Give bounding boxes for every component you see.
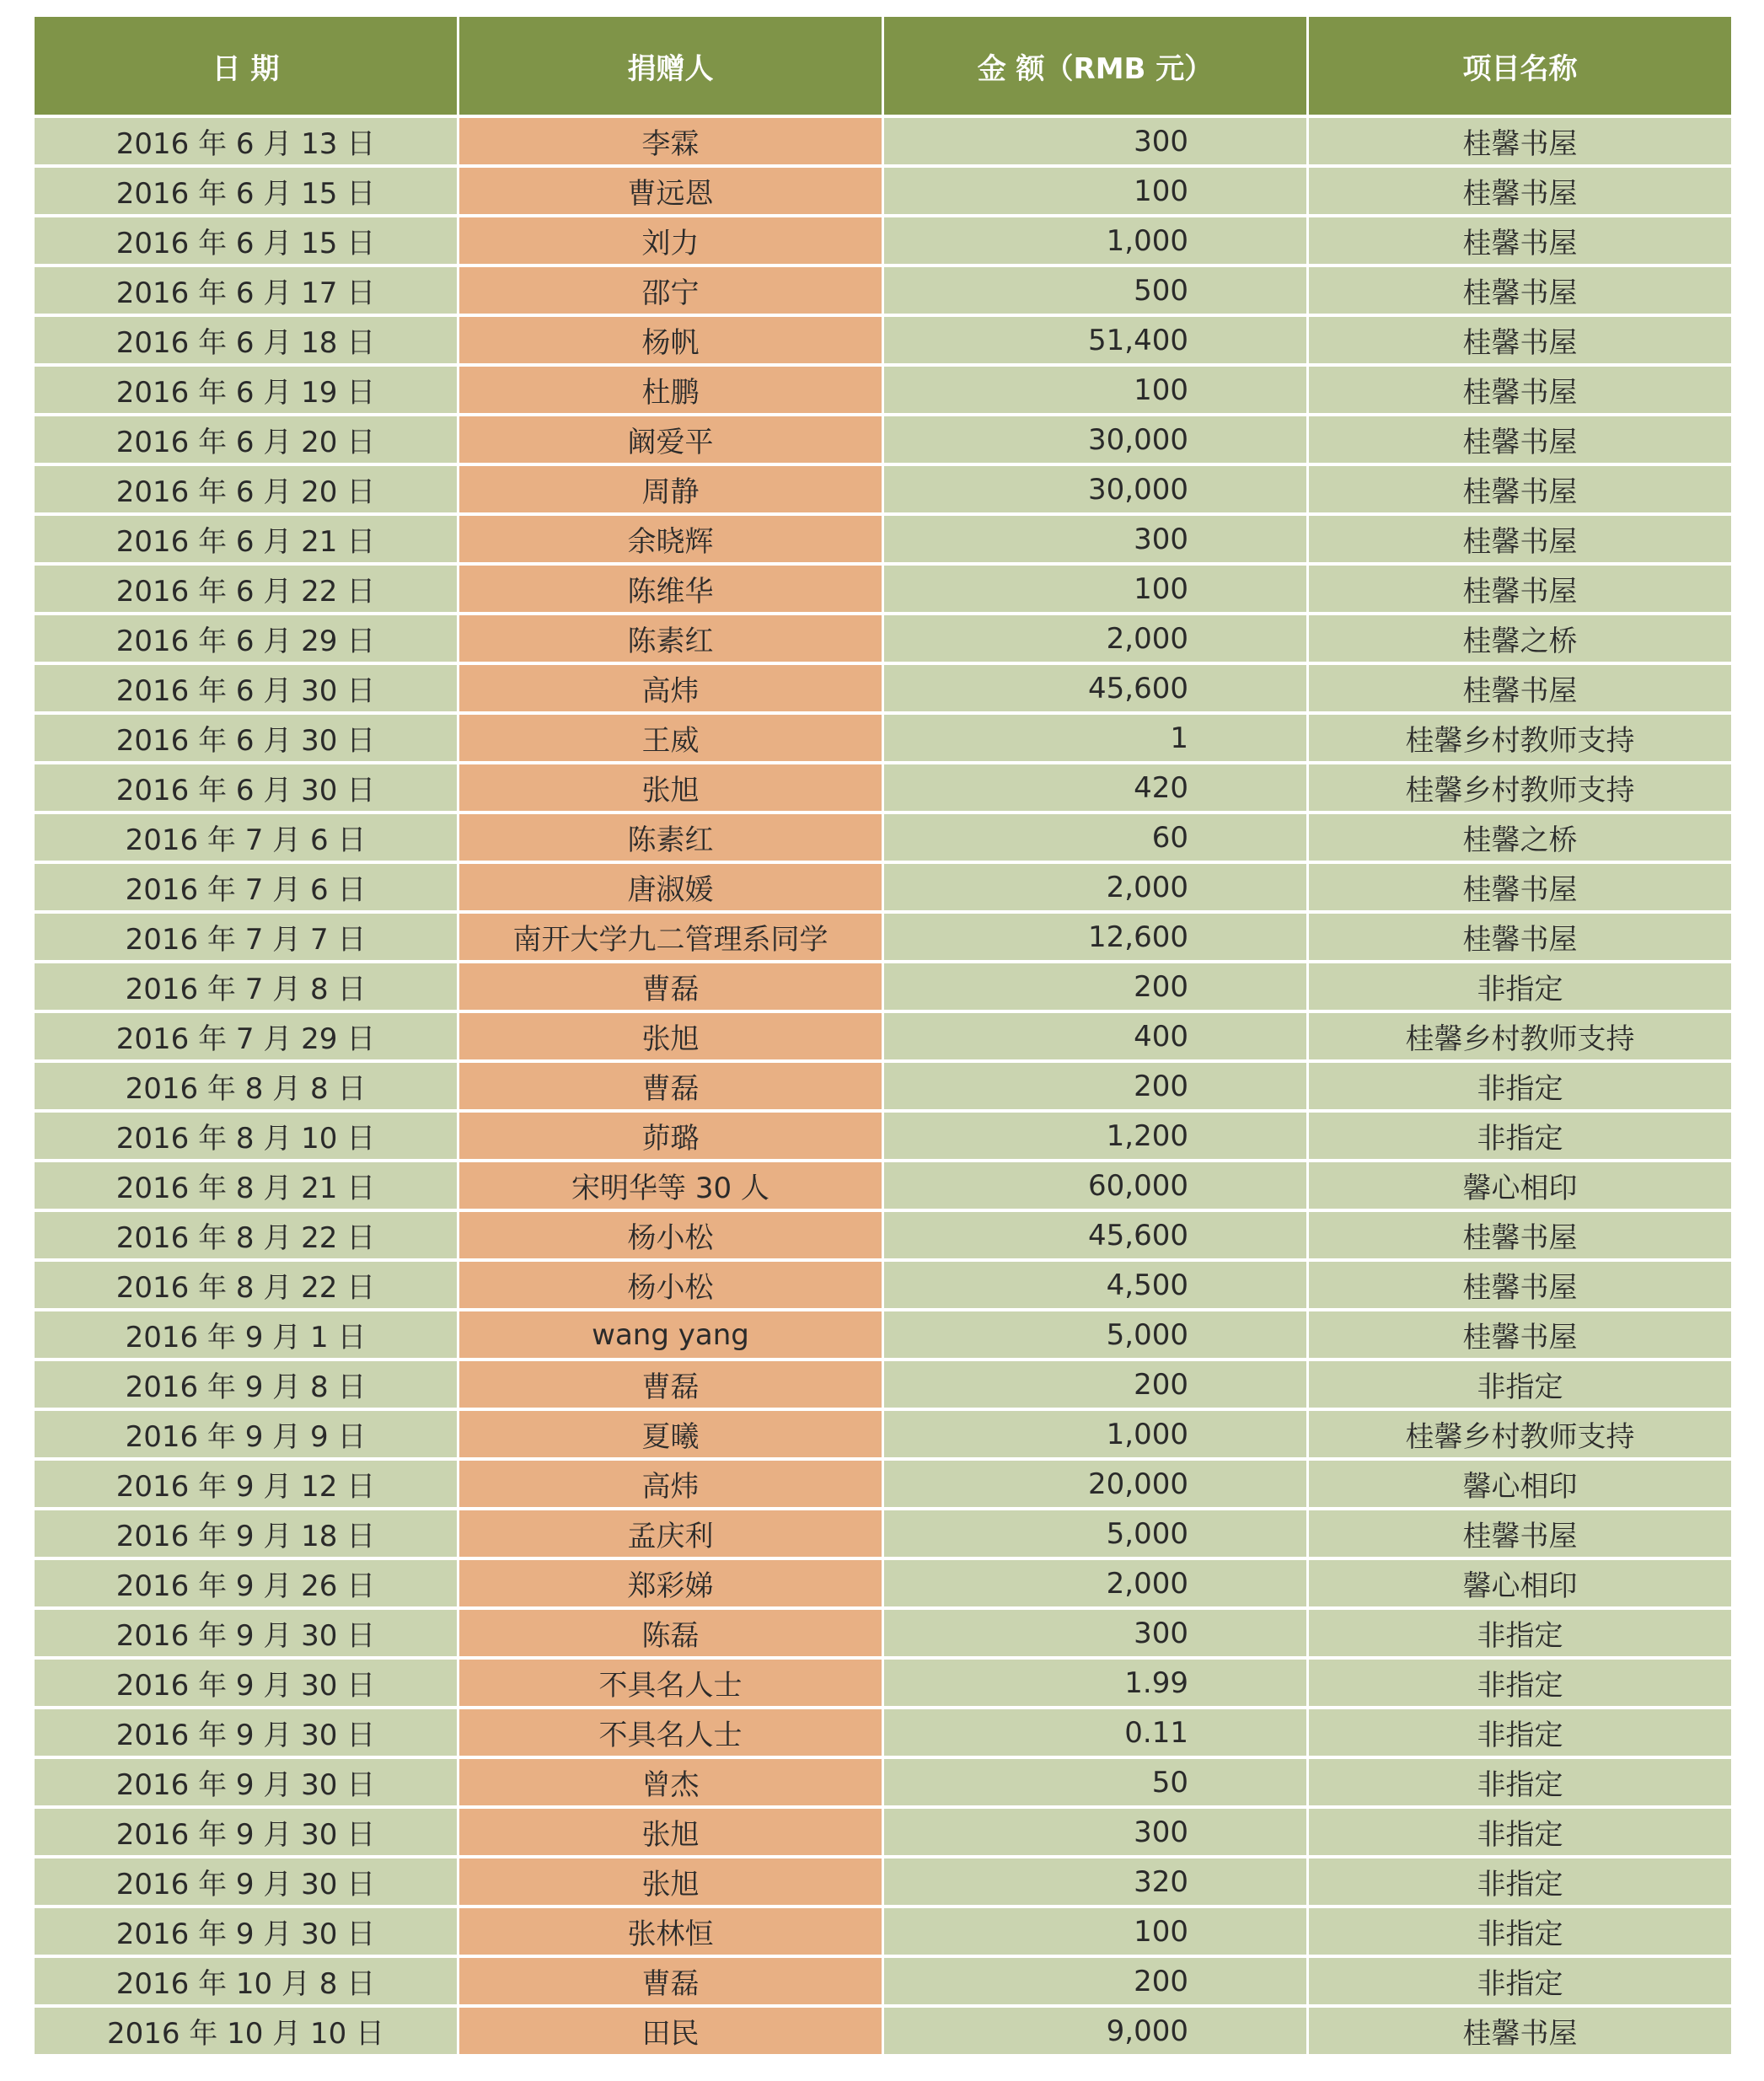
cell-project: 桂馨书屋 — [1308, 862, 1733, 912]
cell-donor: 王威 — [458, 713, 883, 763]
cell-date: 2016 年 6 月 29 日 — [34, 614, 458, 663]
cell-donor: 曹磊 — [458, 962, 883, 1011]
cell-date: 2016 年 7 月 6 日 — [34, 862, 458, 912]
table-row — [34, 962, 1733, 1011]
cell-donor: 张旭 — [458, 763, 883, 813]
cell-project: 非指定 — [1308, 1857, 1733, 1907]
table-row — [34, 1360, 1733, 1409]
cell-amount: 100 — [883, 1907, 1308, 1956]
cell-donor: 曹磊 — [458, 1956, 883, 2006]
cell-date: 2016 年 9 月 18 日 — [34, 1509, 458, 1558]
cell-project: 非指定 — [1308, 1757, 1733, 1807]
cell-project: 桂馨书屋 — [1308, 116, 1733, 166]
cell-date: 2016 年 7 月 29 日 — [34, 1011, 458, 1061]
cell-project: 馨心相印 — [1308, 1161, 1733, 1210]
cell-project: 桂馨乡村教师支持 — [1308, 1011, 1733, 1061]
cell-amount: 100 — [883, 564, 1308, 614]
cell-amount: 60,000 — [883, 1161, 1308, 1210]
cell-donor: 田民 — [458, 2006, 883, 2056]
cell-date: 2016 年 6 月 15 日 — [34, 216, 458, 265]
table-row — [34, 166, 1733, 216]
cell-donor: 刘力 — [458, 216, 883, 265]
cell-date: 2016 年 10 月 10 日 — [34, 2006, 458, 2056]
table-row — [34, 813, 1733, 862]
cell-project: 桂馨书屋 — [1308, 365, 1733, 415]
cell-donor: 南开大学九二管理系同学 — [458, 912, 883, 962]
cell-donor: 不具名人士 — [458, 1658, 883, 1708]
cell-donor: wang yang — [458, 1310, 883, 1360]
cell-donor: 曾杰 — [458, 1757, 883, 1807]
cell-donor: 陈素红 — [458, 614, 883, 663]
cell-date: 2016 年 8 月 22 日 — [34, 1210, 458, 1260]
cell-date: 2016 年 6 月 20 日 — [34, 464, 458, 514]
cell-date: 2016 年 9 月 30 日 — [34, 1608, 458, 1658]
cell-donor: 张旭 — [458, 1857, 883, 1907]
cell-project: 桂馨书屋 — [1308, 216, 1733, 265]
cell-project: 桂馨之桥 — [1308, 614, 1733, 663]
table-row — [34, 464, 1733, 514]
cell-amount: 0.11 — [883, 1708, 1308, 1757]
cell-donor: 郑彩娣 — [458, 1558, 883, 1608]
cell-date: 2016 年 8 月 10 日 — [34, 1111, 458, 1161]
cell-date: 2016 年 9 月 30 日 — [34, 1857, 458, 1907]
cell-date: 2016 年 6 月 30 日 — [34, 663, 458, 713]
cell-amount: 4,500 — [883, 1260, 1308, 1310]
table-row — [34, 1857, 1733, 1907]
cell-project: 非指定 — [1308, 1807, 1733, 1857]
cell-project: 非指定 — [1308, 1658, 1733, 1708]
table-row — [34, 1956, 1733, 2006]
cell-project: 非指定 — [1308, 1708, 1733, 1757]
table-row — [34, 1558, 1733, 1608]
table-row — [34, 1459, 1733, 1509]
cell-donor: 陈素红 — [458, 813, 883, 862]
cell-amount: 1,000 — [883, 1409, 1308, 1459]
cell-amount: 100 — [883, 365, 1308, 415]
table-row — [34, 1011, 1733, 1061]
cell-amount: 1,200 — [883, 1111, 1308, 1161]
cell-donor: 茆璐 — [458, 1111, 883, 1161]
cell-donor: 唐淑媛 — [458, 862, 883, 912]
cell-amount: 30,000 — [883, 464, 1308, 514]
table-row — [34, 1061, 1733, 1111]
table-row — [34, 514, 1733, 564]
table-row — [34, 216, 1733, 265]
cell-amount: 2,000 — [883, 862, 1308, 912]
cell-project: 馨心相印 — [1308, 1558, 1733, 1608]
cell-amount: 12,600 — [883, 912, 1308, 962]
cell-project: 非指定 — [1308, 1360, 1733, 1409]
table-row — [34, 2006, 1733, 2056]
table-row — [34, 663, 1733, 713]
cell-project: 非指定 — [1308, 1907, 1733, 1956]
cell-date: 2016 年 6 月 21 日 — [34, 514, 458, 564]
cell-date: 2016 年 6 月 30 日 — [34, 763, 458, 813]
cell-date: 2016 年 9 月 30 日 — [34, 1807, 458, 1857]
cell-project: 桂馨之桥 — [1308, 813, 1733, 862]
table-row — [34, 1310, 1733, 1360]
cell-donor: 张旭 — [458, 1807, 883, 1857]
cell-donor: 陈维华 — [458, 564, 883, 614]
cell-donor: 余晓辉 — [458, 514, 883, 564]
cell-date: 2016 年 6 月 15 日 — [34, 166, 458, 216]
table-row — [34, 1509, 1733, 1558]
cell-date: 2016 年 8 月 22 日 — [34, 1260, 458, 1310]
header-amount: 金 额（RMB 元） — [883, 17, 1308, 116]
cell-project: 桂馨书屋 — [1308, 1310, 1733, 1360]
cell-donor: 不具名人士 — [458, 1708, 883, 1757]
cell-date: 2016 年 6 月 22 日 — [34, 564, 458, 614]
cell-donor: 周静 — [458, 464, 883, 514]
cell-amount: 420 — [883, 763, 1308, 813]
cell-donor: 夏曦 — [458, 1409, 883, 1459]
cell-date: 2016 年 9 月 1 日 — [34, 1310, 458, 1360]
cell-amount: 5,000 — [883, 1310, 1308, 1360]
table-row — [34, 1907, 1733, 1956]
cell-amount: 9,000 — [883, 2006, 1308, 2056]
cell-project: 桂馨书屋 — [1308, 1260, 1733, 1310]
cell-date: 2016 年 6 月 13 日 — [34, 116, 458, 166]
cell-project: 桂馨书屋 — [1308, 166, 1733, 216]
cell-project: 桂馨书屋 — [1308, 265, 1733, 315]
cell-amount: 1,000 — [883, 216, 1308, 265]
cell-project: 桂馨书屋 — [1308, 663, 1733, 713]
cell-date: 2016 年 9 月 30 日 — [34, 1658, 458, 1708]
cell-project: 桂馨书屋 — [1308, 514, 1733, 564]
cell-amount: 300 — [883, 514, 1308, 564]
cell-amount: 45,600 — [883, 1210, 1308, 1260]
table-row — [34, 763, 1733, 813]
table-row — [34, 564, 1733, 614]
cell-project: 非指定 — [1308, 1111, 1733, 1161]
table-row — [34, 713, 1733, 763]
cell-date: 2016 年 6 月 30 日 — [34, 713, 458, 763]
cell-date: 2016 年 6 月 20 日 — [34, 415, 458, 464]
cell-donor: 杨帆 — [458, 315, 883, 365]
cell-amount: 45,600 — [883, 663, 1308, 713]
table-row — [34, 315, 1733, 365]
cell-donor: 杨小松 — [458, 1210, 883, 1260]
cell-date: 2016 年 7 月 6 日 — [34, 813, 458, 862]
cell-donor: 张林恒 — [458, 1907, 883, 1956]
cell-amount: 50 — [883, 1757, 1308, 1807]
table-row — [34, 1210, 1733, 1260]
cell-project: 桂馨乡村教师支持 — [1308, 763, 1733, 813]
table-row — [34, 116, 1733, 166]
cell-amount: 30,000 — [883, 415, 1308, 464]
cell-project: 桂馨书屋 — [1308, 564, 1733, 614]
table-row — [34, 415, 1733, 464]
cell-amount: 51,400 — [883, 315, 1308, 365]
donation-table — [32, 17, 1734, 2057]
cell-donor: 曹磊 — [458, 1061, 883, 1111]
cell-donor: 阚爱平 — [458, 415, 883, 464]
cell-amount: 500 — [883, 265, 1308, 315]
cell-donor: 孟庆利 — [458, 1509, 883, 1558]
cell-amount: 5,000 — [883, 1509, 1308, 1558]
cell-date: 2016 年 8 月 21 日 — [34, 1161, 458, 1210]
table-row — [34, 912, 1733, 962]
cell-amount: 100 — [883, 166, 1308, 216]
table-row — [34, 614, 1733, 663]
cell-donor: 杜鹏 — [458, 365, 883, 415]
cell-project: 非指定 — [1308, 1608, 1733, 1658]
table-row — [34, 1807, 1733, 1857]
cell-amount: 200 — [883, 1061, 1308, 1111]
table-row — [34, 1708, 1733, 1757]
cell-amount: 300 — [883, 1807, 1308, 1857]
cell-project: 桂馨乡村教师支持 — [1308, 1409, 1733, 1459]
header-date: 日 期 — [34, 17, 458, 116]
cell-date: 2016 年 7 月 7 日 — [34, 912, 458, 962]
cell-project: 桂馨书屋 — [1308, 1210, 1733, 1260]
cell-date: 2016 年 9 月 12 日 — [34, 1459, 458, 1509]
cell-date: 2016 年 6 月 18 日 — [34, 315, 458, 365]
cell-date: 2016 年 9 月 8 日 — [34, 1360, 458, 1409]
table-row — [34, 1161, 1733, 1210]
cell-date: 2016 年 6 月 19 日 — [34, 365, 458, 415]
cell-donor: 曹磊 — [458, 1360, 883, 1409]
cell-date: 2016 年 6 月 17 日 — [34, 265, 458, 315]
cell-amount: 2,000 — [883, 614, 1308, 663]
cell-project: 桂馨书屋 — [1308, 912, 1733, 962]
cell-donor: 杨小松 — [458, 1260, 883, 1310]
table-row — [34, 1111, 1733, 1161]
table-header-row — [34, 17, 1733, 116]
cell-project: 非指定 — [1308, 962, 1733, 1011]
cell-project: 桂馨书屋 — [1308, 1509, 1733, 1558]
cell-date: 2016 年 9 月 9 日 — [34, 1409, 458, 1459]
cell-project: 非指定 — [1308, 1956, 1733, 2006]
cell-project: 桂馨书屋 — [1308, 464, 1733, 514]
cell-amount: 200 — [883, 962, 1308, 1011]
cell-date: 2016 年 9 月 30 日 — [34, 1757, 458, 1807]
cell-project: 非指定 — [1308, 1061, 1733, 1111]
table-row — [34, 862, 1733, 912]
header-project: 项目名称 — [1308, 17, 1733, 116]
table-row — [34, 365, 1733, 415]
cell-amount: 200 — [883, 1360, 1308, 1409]
cell-donor: 张旭 — [458, 1011, 883, 1061]
table-row — [34, 1608, 1733, 1658]
cell-amount: 60 — [883, 813, 1308, 862]
cell-project: 桂馨乡村教师支持 — [1308, 713, 1733, 763]
cell-amount: 300 — [883, 1608, 1308, 1658]
table-row — [34, 1658, 1733, 1708]
cell-donor: 宋明华等 30 人 — [458, 1161, 883, 1210]
cell-project: 桂馨书屋 — [1308, 315, 1733, 365]
table-row — [34, 1260, 1733, 1310]
cell-project: 桂馨书屋 — [1308, 415, 1733, 464]
cell-project: 馨心相印 — [1308, 1459, 1733, 1509]
cell-amount: 1 — [883, 713, 1308, 763]
cell-donor: 高炜 — [458, 663, 883, 713]
table-body — [34, 116, 1733, 2056]
cell-date: 2016 年 7 月 8 日 — [34, 962, 458, 1011]
header-donor: 捐赠人 — [458, 17, 883, 116]
cell-donor: 曹远恩 — [458, 166, 883, 216]
cell-amount: 1.99 — [883, 1658, 1308, 1708]
cell-amount: 400 — [883, 1011, 1308, 1061]
cell-date: 2016 年 9 月 30 日 — [34, 1708, 458, 1757]
cell-donor: 李霖 — [458, 116, 883, 166]
cell-donor: 邵宁 — [458, 265, 883, 315]
cell-amount: 320 — [883, 1857, 1308, 1907]
cell-amount: 2,000 — [883, 1558, 1308, 1608]
cell-amount: 200 — [883, 1956, 1308, 2006]
cell-project: 桂馨书屋 — [1308, 2006, 1733, 2056]
cell-donor: 陈磊 — [458, 1608, 883, 1658]
cell-amount: 20,000 — [883, 1459, 1308, 1509]
cell-date: 2016 年 8 月 8 日 — [34, 1061, 458, 1111]
table-row — [34, 1757, 1733, 1807]
cell-date: 2016 年 9 月 30 日 — [34, 1907, 458, 1956]
cell-amount: 300 — [883, 116, 1308, 166]
cell-date: 2016 年 9 月 26 日 — [34, 1558, 458, 1608]
cell-donor: 高炜 — [458, 1459, 883, 1509]
donation-table-wrapper — [32, 17, 1732, 2057]
table-row — [34, 1409, 1733, 1459]
cell-date: 2016 年 10 月 8 日 — [34, 1956, 458, 2006]
table-row — [34, 265, 1733, 315]
